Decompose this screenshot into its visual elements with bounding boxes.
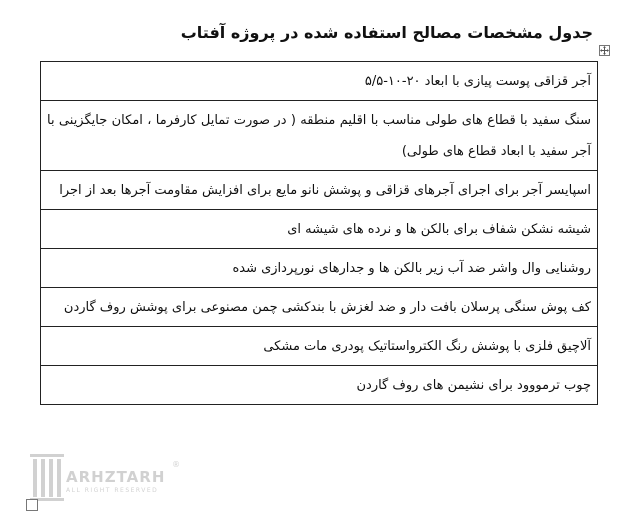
table-row (41, 62, 598, 101)
table-cell[interactable]: آلاچیق فلزی با پوشش رنگ الکترواستاتیک پودری مات مشکی (41, 327, 598, 366)
table-cell[interactable]: چوب ترمووود برای نشیمن های روف گاردن (41, 366, 598, 405)
table-row (41, 366, 598, 405)
table-row (41, 210, 598, 249)
watermark-registered-mark: ® (172, 460, 180, 469)
table-cell[interactable]: اسپایسر آجر برای اجرای آجرهای قزاقی و پوشش نانو مایع برای افزایش مقاومت آجرها بعد از اجرا (41, 171, 598, 210)
table-row (41, 249, 598, 288)
table-resize-icon[interactable] (26, 499, 38, 511)
table-cell[interactable]: کف پوش سنگی پرسلان بافت دار و ضد لغزش با بندکشی چمن مصنوعی برای پوشش روف گاردن (41, 288, 598, 327)
document-title: جدول مشخصات مصالح استفاده شده در پروژه آفتاب (180, 23, 593, 42)
watermark-brand: ARHZTARH (66, 468, 166, 486)
watermark-logo (30, 452, 190, 502)
table-cell[interactable]: شیشه نشکن شفاف برای بالکن ها و نرده های شیشه ای (41, 210, 598, 249)
table-cell[interactable]: سنگ سفید با قطاع های طولی مناسب با اقلیم منطقه ( در صورت تمایل کارفرما ، امکان جایگزینی با آجر سفید با ابعاد قطاع های طولی) (41, 101, 598, 171)
table-cell[interactable]: روشنایی وال واشر ضد آب زیر بالکن ها و جدارهای نورپردازی شده (41, 249, 598, 288)
table-row (41, 288, 598, 327)
materials-table (40, 61, 598, 405)
table-row (41, 327, 598, 366)
watermark-columns-icon (30, 452, 64, 502)
table-row (41, 101, 598, 171)
watermark-tagline: ALL RIGHT RESERVED (66, 487, 159, 494)
table-move-icon[interactable] (599, 45, 610, 56)
table-cell[interactable]: آجر قزاقی پوست پیازی با ابعاد ۲۰-۱۰-۵/۵ (41, 62, 598, 101)
table-row (41, 171, 598, 210)
